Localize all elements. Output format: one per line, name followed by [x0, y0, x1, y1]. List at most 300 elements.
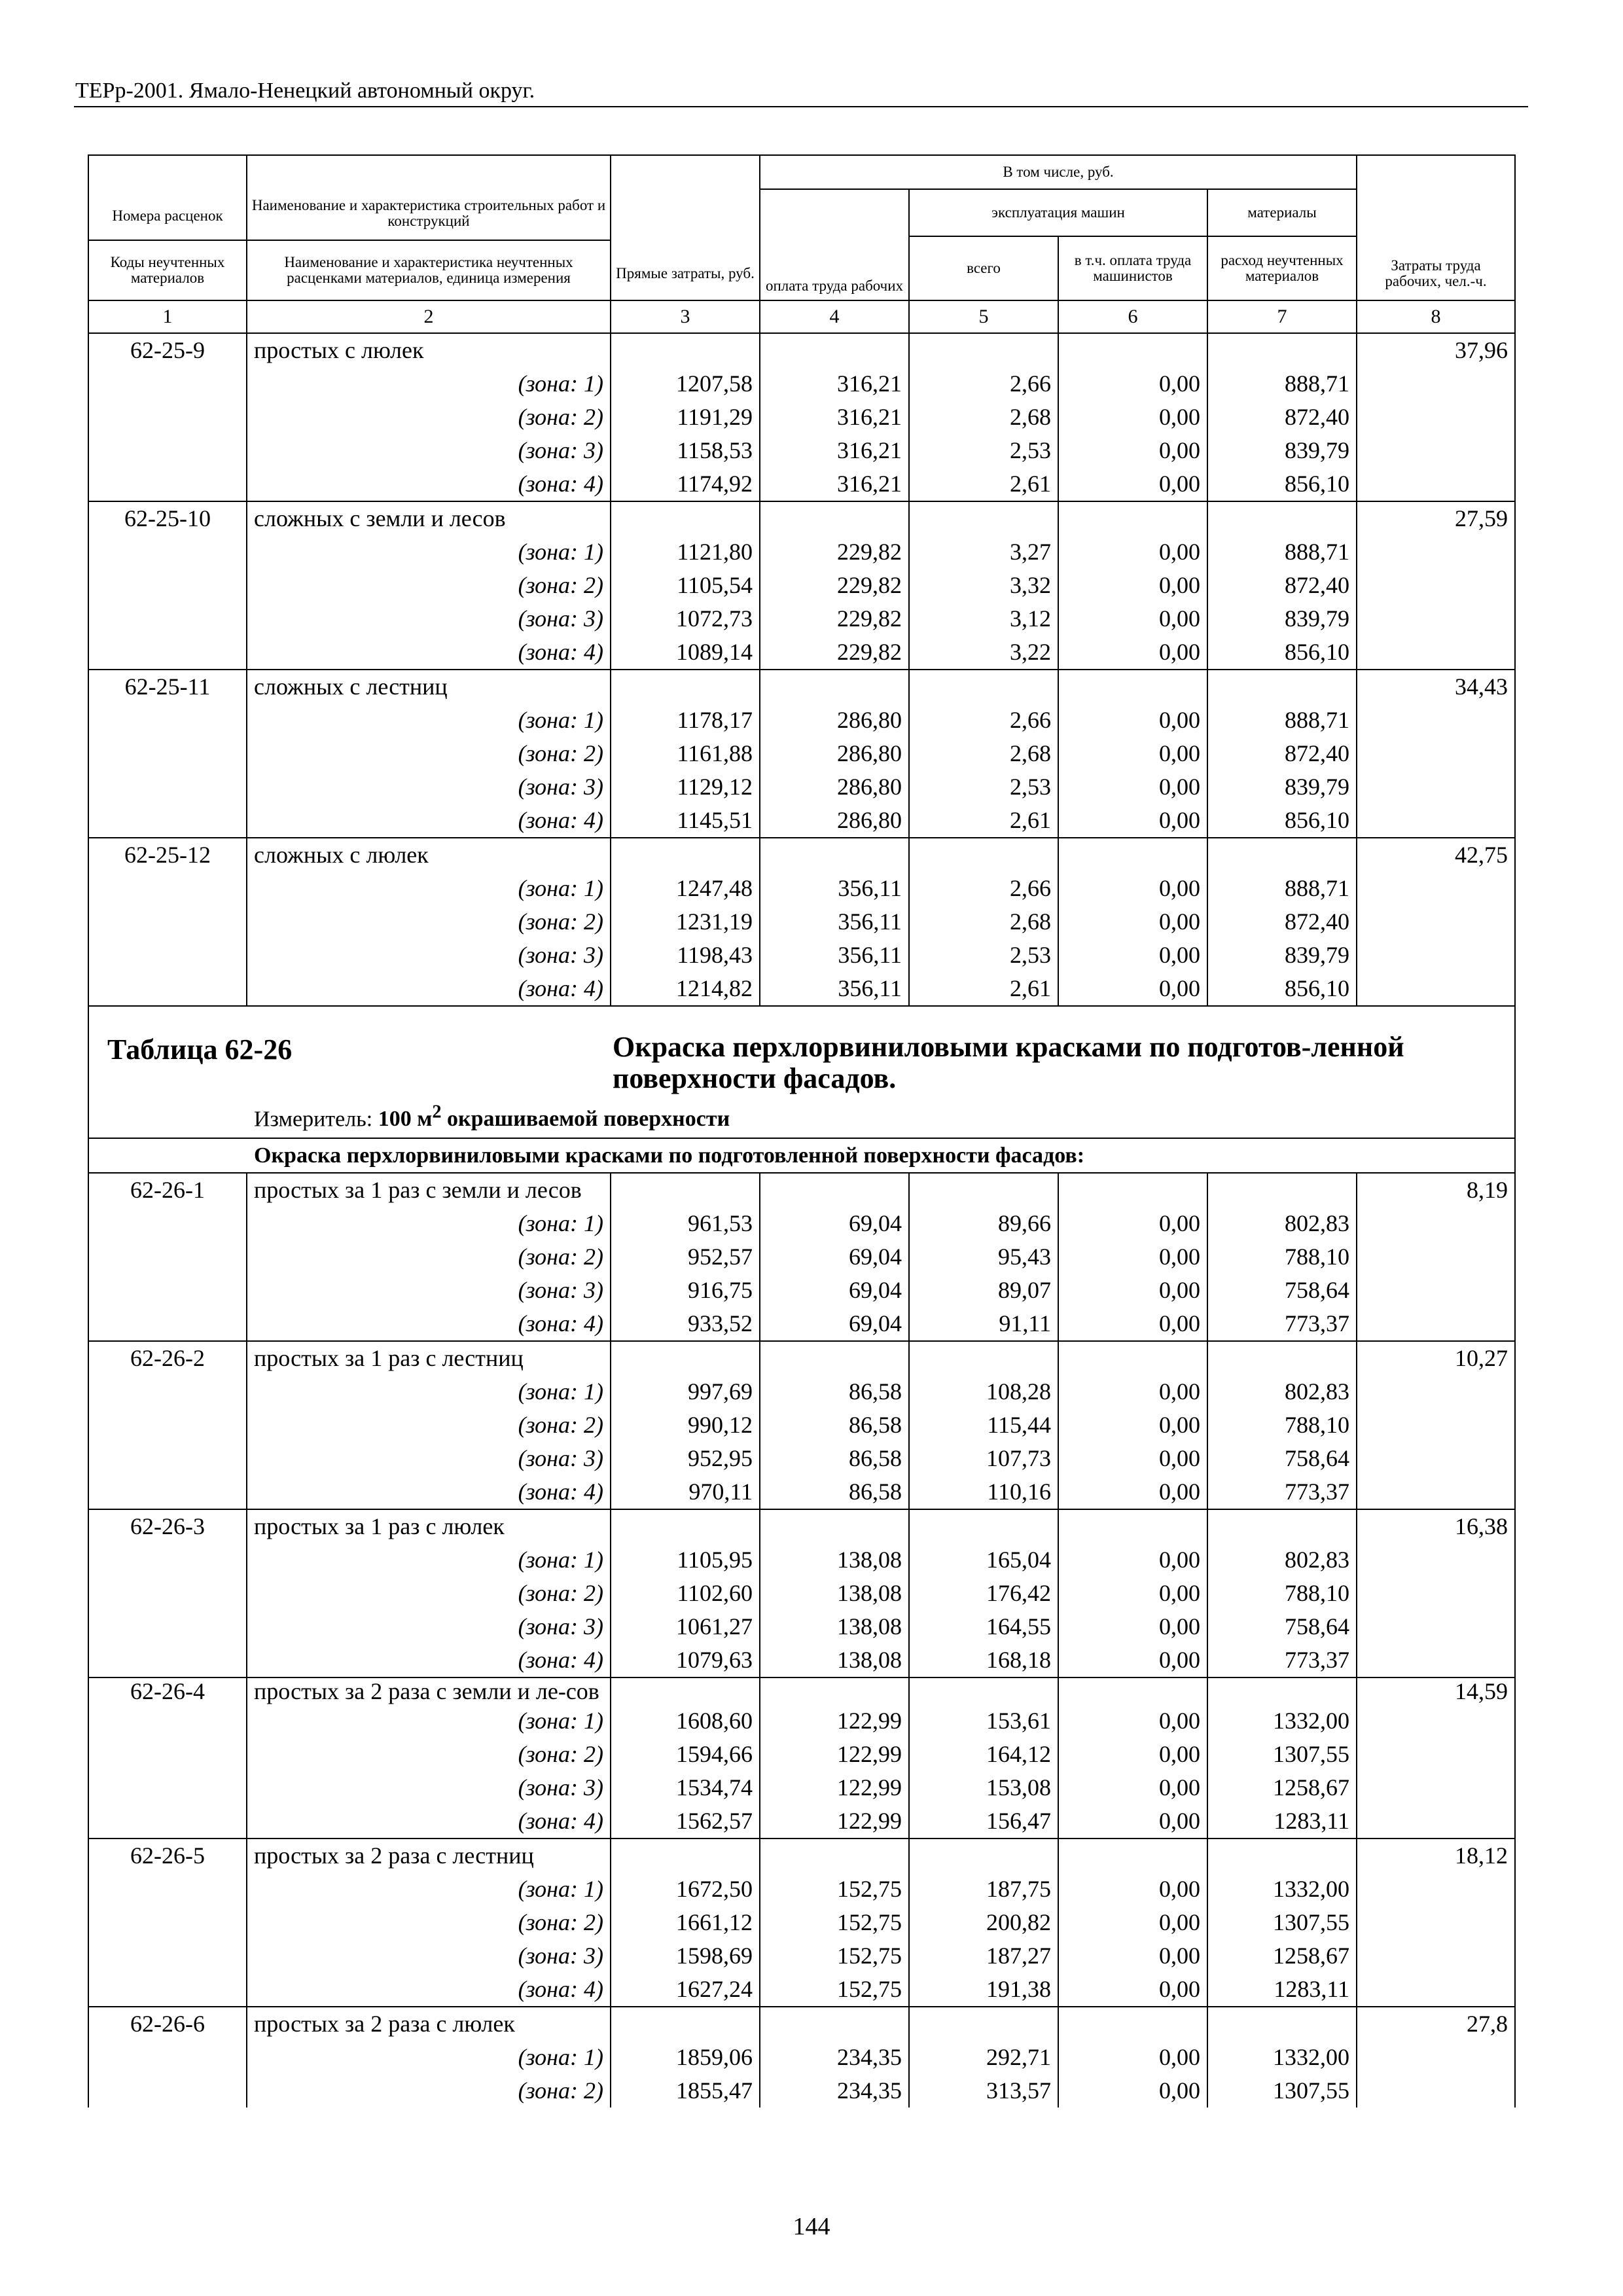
empty-cell [1357, 1274, 1515, 1307]
machines-cost: 91,11 [909, 1307, 1058, 1341]
operators-cost: 0,00 [1058, 636, 1207, 670]
rate-code: 62-25-9 [88, 333, 247, 367]
empty-cell [1357, 1207, 1515, 1240]
materials-cost: 856,10 [1207, 636, 1357, 670]
empty-cell [1207, 1839, 1357, 1873]
zone-row [88, 1906, 1515, 1939]
operators-cost: 0,00 [1058, 1610, 1207, 1643]
zone-row [88, 1240, 1515, 1274]
zone-label: (зона: 2) [247, 1408, 611, 1442]
operators-cost: 0,00 [1058, 872, 1207, 905]
rate-code: 62-25-12 [88, 838, 247, 872]
rate-description: простых за 2 раза с люлек [247, 2007, 611, 2041]
operators-cost: 0,00 [1058, 972, 1207, 1006]
rate-code: 62-26-6 [88, 2007, 247, 2041]
materials-cost: 872,40 [1207, 737, 1357, 770]
materials-cost: 758,64 [1207, 1442, 1357, 1475]
empty-cell [88, 602, 247, 636]
group-row [88, 838, 1515, 872]
wage-cost: 286,80 [760, 737, 909, 770]
machines-cost: 187,27 [909, 1939, 1058, 1973]
empty-cell [1357, 1442, 1515, 1475]
direct-cost: 1072,73 [611, 602, 760, 636]
direct-cost: 1534,74 [611, 1771, 760, 1804]
operators-cost: 0,00 [1058, 434, 1207, 467]
materials-cost: 888,71 [1207, 535, 1357, 569]
zone-row [88, 1939, 1515, 1973]
empty-cell [1207, 333, 1357, 367]
empty-cell [1058, 838, 1207, 872]
zone-row [88, 1873, 1515, 1906]
measure-suffix: окрашиваемой поверхности [447, 1107, 730, 1132]
operators-cost: 0,00 [1058, 1475, 1207, 1509]
operators-cost: 0,00 [1058, 1643, 1207, 1677]
empty-cell [1357, 2074, 1515, 2108]
col-labor-header [1357, 155, 1515, 300]
operators-cost: 0,00 [1058, 1906, 1207, 1939]
wage-cost: 122,99 [760, 1704, 909, 1738]
empty-cell [88, 972, 247, 1006]
empty-cell [1207, 1509, 1357, 1543]
empty-cell [88, 1771, 247, 1804]
direct-cost: 933,52 [611, 1307, 760, 1341]
zone-label: (зона: 2) [247, 569, 611, 602]
empty-cell [1357, 1771, 1515, 1804]
operators-cost: 0,00 [1058, 1738, 1207, 1771]
operators-cost: 0,00 [1058, 2074, 1207, 2108]
zone-label: (зона: 2) [247, 1577, 611, 1610]
machines-cost: 191,38 [909, 1973, 1058, 2007]
zone-row [88, 1543, 1515, 1577]
zone-row [88, 1704, 1515, 1738]
empty-cell [1357, 704, 1515, 737]
machines-cost: 164,12 [909, 1738, 1058, 1771]
wage-cost: 138,08 [760, 1610, 909, 1643]
materials-cost: 1258,67 [1207, 1771, 1357, 1804]
machines-cost: 156,47 [909, 1804, 1058, 1839]
direct-cost: 1594,66 [611, 1738, 760, 1771]
direct-cost: 1598,69 [611, 1939, 760, 1973]
zone-label: (зона: 2) [247, 905, 611, 939]
materials-cost: 1332,00 [1207, 2041, 1357, 2074]
zone-label: (зона: 4) [247, 1973, 611, 2007]
zone-row [88, 1207, 1515, 1240]
wage-cost: 122,99 [760, 1738, 909, 1771]
labor-value: 42,75 [1357, 838, 1515, 872]
empty-cell [88, 1207, 247, 1240]
labor-value: 34,43 [1357, 670, 1515, 704]
zone-row [88, 467, 1515, 501]
direct-cost: 1562,57 [611, 1804, 760, 1839]
column-number: 6 [1058, 300, 1207, 333]
rate-code: 62-26-4 [88, 1677, 247, 1704]
zone-label: (зона: 4) [247, 1475, 611, 1509]
direct-cost: 997,69 [611, 1375, 760, 1408]
operators-cost: 0,00 [1058, 939, 1207, 972]
col-materials-header: материалы [1207, 189, 1357, 236]
zone-label: (зона: 1) [247, 1543, 611, 1577]
zone-label: (зона: 3) [247, 1610, 611, 1643]
machines-cost: 107,73 [909, 1442, 1058, 1475]
materials-cost: 788,10 [1207, 1577, 1357, 1610]
zone-label: (зона: 1) [247, 2041, 611, 2074]
zone-row [88, 1738, 1515, 1771]
column-number: 8 [1357, 300, 1515, 333]
zone-label: (зона: 2) [247, 1240, 611, 1274]
zone-label: (зона: 4) [247, 1804, 611, 1839]
empty-cell [88, 2041, 247, 2074]
machines-cost: 292,71 [909, 2041, 1058, 2074]
empty-cell [1058, 333, 1207, 367]
empty-cell [1357, 939, 1515, 972]
zone-label: (зона: 4) [247, 467, 611, 501]
rate-code: 62-26-3 [88, 1509, 247, 1543]
empty-cell [611, 501, 760, 535]
empty-cell [1058, 1341, 1207, 1375]
materials-cost: 839,79 [1207, 602, 1357, 636]
operators-cost: 0,00 [1058, 2041, 1207, 2074]
col-wage-header [760, 189, 909, 300]
group-row [88, 1341, 1515, 1375]
materials-cost: 856,10 [1207, 972, 1357, 1006]
zone-row [88, 737, 1515, 770]
machines-cost: 2,66 [909, 367, 1058, 401]
empty-cell [1357, 1704, 1515, 1738]
materials-cost: 1307,55 [1207, 1906, 1357, 1939]
empty-cell [1357, 872, 1515, 905]
zone-label: (зона: 3) [247, 939, 611, 972]
zone-label: (зона: 3) [247, 1442, 611, 1475]
empty-cell [1357, 367, 1515, 401]
materials-cost: 1258,67 [1207, 1939, 1357, 1973]
direct-cost: 1178,17 [611, 704, 760, 737]
direct-cost: 1247,48 [611, 872, 760, 905]
empty-cell [1357, 804, 1515, 838]
empty-cell [88, 939, 247, 972]
col-machines-header: эксплуатация машин [909, 189, 1207, 236]
wage-cost: 229,82 [760, 535, 909, 569]
empty-cell [88, 2074, 247, 2108]
wage-cost: 229,82 [760, 636, 909, 670]
zone-row [88, 972, 1515, 1006]
operators-cost: 0,00 [1058, 1873, 1207, 1906]
col-codes-header [88, 155, 247, 240]
empty-cell [1357, 535, 1515, 569]
wage-cost: 316,21 [760, 401, 909, 434]
section-title: Окраска перхлорвиниловыми красками по подготовленной поверхности фасадов: [88, 1138, 1515, 1173]
zone-row [88, 905, 1515, 939]
machines-cost: 200,82 [909, 1906, 1058, 1939]
empty-cell [1207, 1677, 1357, 1704]
operators-cost: 0,00 [1058, 1771, 1207, 1804]
rate-code: 62-25-11 [88, 670, 247, 704]
empty-cell [1357, 2041, 1515, 2074]
zone-row [88, 1442, 1515, 1475]
machines-cost: 3,27 [909, 535, 1058, 569]
direct-cost: 1105,54 [611, 569, 760, 602]
table-title-row [88, 1006, 1515, 1138]
empty-cell [88, 1543, 247, 1577]
direct-cost: 1079,63 [611, 1643, 760, 1677]
machines-cost: 95,43 [909, 1240, 1058, 1274]
empty-cell [88, 1375, 247, 1408]
zone-label: (зона: 1) [247, 367, 611, 401]
machines-cost: 2,61 [909, 804, 1058, 838]
empty-cell [88, 1307, 247, 1341]
zone-label: (зона: 1) [247, 1207, 611, 1240]
zone-row [88, 569, 1515, 602]
empty-cell [88, 1804, 247, 1839]
empty-cell [88, 1408, 247, 1442]
materials-cost: 773,37 [1207, 1475, 1357, 1509]
empty-cell [1058, 1677, 1207, 1704]
empty-cell [88, 1643, 247, 1677]
empty-cell [88, 1906, 247, 1939]
wage-cost: 356,11 [760, 972, 909, 1006]
materials-cost: 773,37 [1207, 1307, 1357, 1341]
empty-cell [1357, 602, 1515, 636]
direct-cost: 1061,27 [611, 1610, 760, 1643]
empty-cell [611, 1341, 760, 1375]
empty-cell [1357, 972, 1515, 1006]
machines-cost: 3,12 [909, 602, 1058, 636]
materials-cost: 856,10 [1207, 804, 1357, 838]
empty-cell [760, 1677, 909, 1704]
table-measure [254, 1102, 730, 1132]
empty-cell [88, 569, 247, 602]
direct-cost: 1672,50 [611, 1873, 760, 1906]
materials-cost: 802,83 [1207, 1375, 1357, 1408]
empty-cell [611, 670, 760, 704]
empty-cell [88, 905, 247, 939]
wage-cost: 152,75 [760, 1973, 909, 2007]
col-codes-label: Номера расценок [112, 207, 223, 224]
zone-label: (зона: 3) [247, 602, 611, 636]
wage-cost: 229,82 [760, 602, 909, 636]
zone-label: (зона: 3) [247, 1274, 611, 1307]
empty-cell [1357, 737, 1515, 770]
group-row [88, 2007, 1515, 2041]
zone-label: (зона: 1) [247, 535, 611, 569]
empty-cell [88, 804, 247, 838]
table-label: Таблица 62-26 [107, 1033, 293, 1066]
empty-cell [1357, 1240, 1515, 1274]
measure-sup: 2 [432, 1102, 442, 1122]
empty-cell [1357, 905, 1515, 939]
empty-cell [88, 1610, 247, 1643]
price-table [88, 154, 1516, 2108]
section-row [88, 1138, 1515, 1173]
materials-cost: 1307,55 [1207, 2074, 1357, 2108]
empty-cell [1207, 501, 1357, 535]
wage-cost: 286,80 [760, 704, 909, 737]
group-row [88, 1509, 1515, 1543]
machines-cost: 89,66 [909, 1207, 1058, 1240]
zone-row [88, 367, 1515, 401]
wage-cost: 234,35 [760, 2041, 909, 2074]
materials-cost: 839,79 [1207, 939, 1357, 972]
empty-cell [760, 1341, 909, 1375]
direct-cost: 1158,53 [611, 434, 760, 467]
direct-cost: 1207,58 [611, 367, 760, 401]
materials-cost: 1283,11 [1207, 1973, 1357, 2007]
operators-cost: 0,00 [1058, 1207, 1207, 1240]
empty-cell [88, 737, 247, 770]
empty-cell [1207, 670, 1357, 704]
machines-cost: 115,44 [909, 1408, 1058, 1442]
measure-prefix: Измеритель: [254, 1107, 373, 1132]
empty-cell [760, 501, 909, 535]
empty-cell [1357, 1307, 1515, 1341]
operators-cost: 0,00 [1058, 1973, 1207, 2007]
zone-label: (зона: 3) [247, 1771, 611, 1804]
materials-cost: 802,83 [1207, 1207, 1357, 1240]
zone-row [88, 1610, 1515, 1643]
direct-cost: 1121,80 [611, 535, 760, 569]
empty-cell [1058, 2007, 1207, 2041]
direct-cost: 1089,14 [611, 636, 760, 670]
wage-cost: 122,99 [760, 1804, 909, 1839]
zone-row [88, 401, 1515, 434]
empty-cell [1357, 569, 1515, 602]
column-number: 5 [909, 300, 1058, 333]
wage-cost: 138,08 [760, 1643, 909, 1677]
group-row [88, 501, 1515, 535]
empty-cell [1357, 1873, 1515, 1906]
zone-label: (зона: 2) [247, 737, 611, 770]
zone-row [88, 602, 1515, 636]
wage-cost: 69,04 [760, 1207, 909, 1240]
operators-cost: 0,00 [1058, 535, 1207, 569]
zone-row [88, 2074, 1515, 2108]
materials-cost: 788,10 [1207, 1240, 1357, 1274]
direct-cost: 1102,60 [611, 1577, 760, 1610]
empty-cell [1357, 1475, 1515, 1509]
empty-cell [909, 1677, 1058, 1704]
machines-cost: 165,04 [909, 1543, 1058, 1577]
machines-cost: 2,66 [909, 704, 1058, 737]
rate-description: сложных с земли и лесов [247, 501, 611, 535]
machines-cost: 3,22 [909, 636, 1058, 670]
direct-cost: 1661,12 [611, 1906, 760, 1939]
document-header: ТЕРр-2001. Ямало-Ненецкий автономный округ. [75, 79, 535, 103]
empty-cell [1357, 1375, 1515, 1408]
materials-cost: 788,10 [1207, 1408, 1357, 1442]
zone-label: (зона: 2) [247, 1906, 611, 1939]
zone-label: (зона: 3) [247, 434, 611, 467]
machines-cost: 187,75 [909, 1873, 1058, 1906]
col-direct-header [611, 155, 760, 300]
group-row [88, 1173, 1515, 1207]
empty-cell [1357, 1973, 1515, 2007]
empty-cell [760, 2007, 909, 2041]
zone-label: (зона: 1) [247, 1873, 611, 1906]
col-direct-label: Прямые затраты, руб. [616, 265, 755, 281]
labor-value: 37,96 [1357, 333, 1515, 367]
machines-cost: 110,16 [909, 1475, 1058, 1509]
empty-cell [88, 1577, 247, 1610]
zone-row [88, 1643, 1515, 1677]
zone-row [88, 636, 1515, 670]
direct-cost: 990,12 [611, 1408, 760, 1442]
operators-cost: 0,00 [1058, 1939, 1207, 1973]
direct-cost: 1105,95 [611, 1543, 760, 1577]
direct-cost: 952,95 [611, 1442, 760, 1475]
zone-label: (зона: 2) [247, 1738, 611, 1771]
column-number: 4 [760, 300, 909, 333]
zone-row [88, 1771, 1515, 1804]
empty-cell [1058, 670, 1207, 704]
empty-cell [88, 1873, 247, 1906]
empty-cell [909, 1341, 1058, 1375]
materials-cost: 888,71 [1207, 704, 1357, 737]
empty-cell [760, 670, 909, 704]
machines-cost: 176,42 [909, 1577, 1058, 1610]
page-number: 144 [793, 2213, 830, 2240]
col-name-label: Наименование и характеристика строительных работ и конструкций [251, 197, 606, 229]
zone-row [88, 1274, 1515, 1307]
empty-cell [1357, 467, 1515, 501]
col-unaccounted-header: расход неучтенных материалов [1207, 236, 1357, 300]
zone-row [88, 1408, 1515, 1442]
operators-cost: 0,00 [1058, 367, 1207, 401]
empty-cell [1357, 1643, 1515, 1677]
zone-label: (зона: 4) [247, 636, 611, 670]
zone-label: (зона: 3) [247, 1939, 611, 1973]
materials-cost: 1332,00 [1207, 1704, 1357, 1738]
materials-cost: 758,64 [1207, 1274, 1357, 1307]
zone-row [88, 1375, 1515, 1408]
zone-label: (зона: 4) [247, 972, 611, 1006]
column-numbers-row [88, 300, 1515, 333]
rate-code: 62-26-5 [88, 1839, 247, 1873]
operators-cost: 0,00 [1058, 602, 1207, 636]
empty-cell [1357, 1804, 1515, 1839]
wage-cost: 69,04 [760, 1307, 909, 1341]
zone-row [88, 1973, 1515, 2007]
machines-cost: 313,57 [909, 2074, 1058, 2108]
direct-cost: 1191,29 [611, 401, 760, 434]
materials-cost: 839,79 [1207, 434, 1357, 467]
machines-cost: 2,68 [909, 737, 1058, 770]
labor-value: 10,27 [1357, 1341, 1515, 1375]
wage-cost: 316,21 [760, 367, 909, 401]
wage-cost: 86,58 [760, 1375, 909, 1408]
rate-code: 62-26-2 [88, 1341, 247, 1375]
col-name2-header: Наименование и характеристика неучтенных расценками материалов, единица измерения [247, 240, 611, 300]
empty-cell [909, 501, 1058, 535]
zone-label: (зона: 1) [247, 704, 611, 737]
empty-cell [88, 1240, 247, 1274]
empty-cell [1357, 636, 1515, 670]
direct-cost: 952,57 [611, 1240, 760, 1274]
machines-cost: 164,55 [909, 1610, 1058, 1643]
wage-cost: 152,75 [760, 1873, 909, 1906]
wage-cost: 286,80 [760, 770, 909, 804]
direct-cost: 961,53 [611, 1207, 760, 1240]
wage-cost: 86,58 [760, 1408, 909, 1442]
operators-cost: 0,00 [1058, 1804, 1207, 1839]
empty-cell [88, 1738, 247, 1771]
zone-row [88, 704, 1515, 737]
empty-cell [1357, 1408, 1515, 1442]
empty-cell [611, 1839, 760, 1873]
materials-cost: 773,37 [1207, 1643, 1357, 1677]
labor-value: 27,59 [1357, 501, 1515, 535]
operators-cost: 0,00 [1058, 1240, 1207, 1274]
empty-cell [88, 467, 247, 501]
wage-cost: 86,58 [760, 1475, 909, 1509]
